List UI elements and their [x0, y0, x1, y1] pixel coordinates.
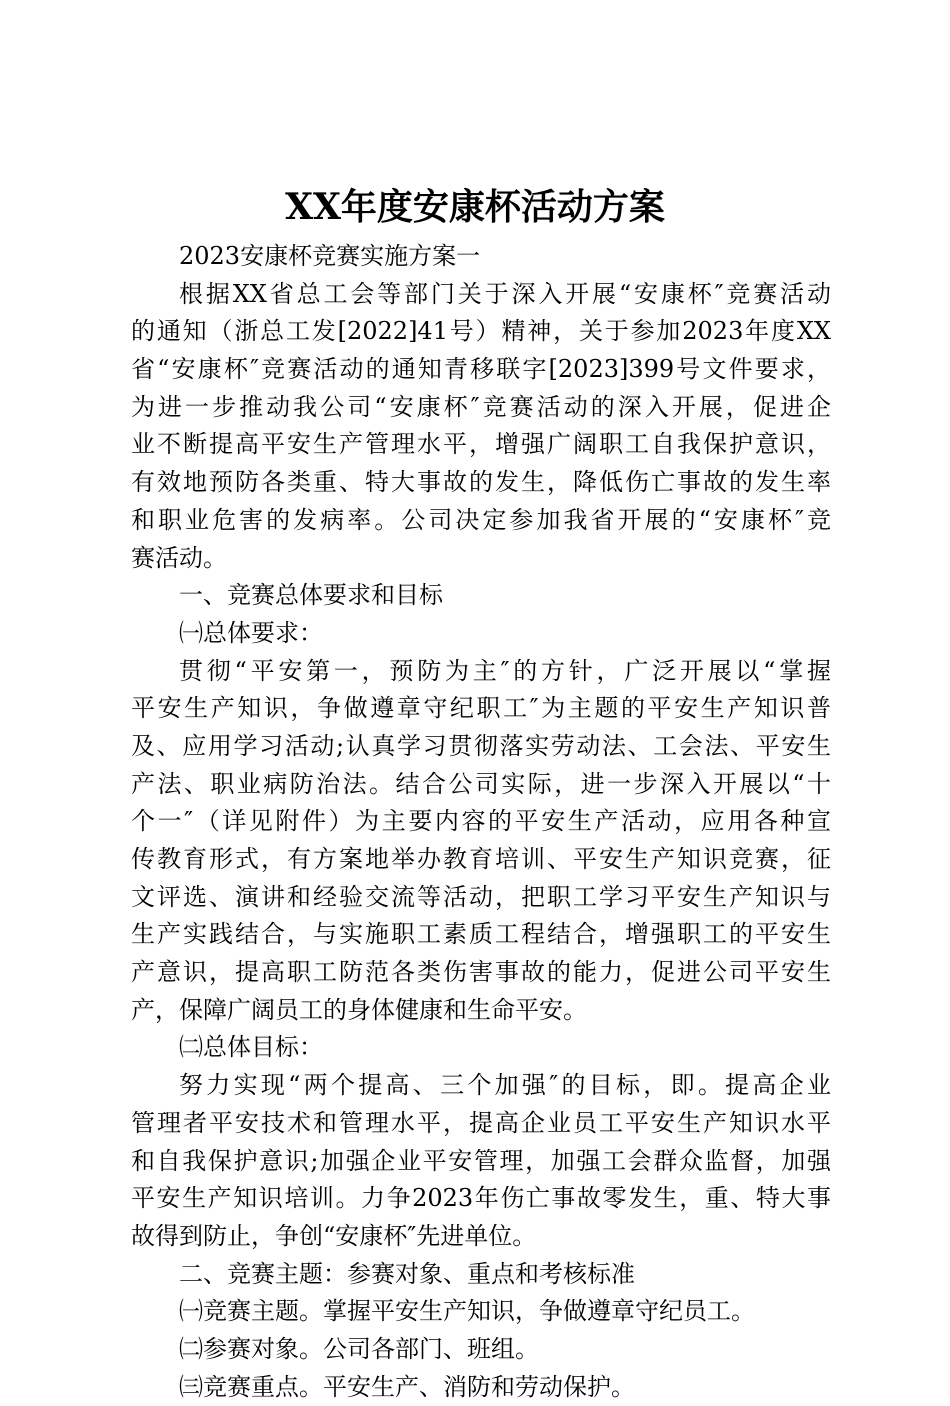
text-line: 平安生产知识培训。力争2023年伤亡事故零发生，重、特大事 [131, 1184, 831, 1213]
text-line: 产，保障广阔员工的身体健康和生命平安。 [131, 995, 587, 1024]
document-body [131, 238, 831, 1406]
text-line: 业不断提高平安生产管理水平，增强广阔职工自我保护意识， [131, 430, 831, 459]
text-line: 和自我保护意识;加强企业平安管理，加强工会群众监督，加强 [131, 1146, 831, 1175]
text-line: ㈡总体目标： [179, 1033, 323, 1062]
text-line: 生产实践结合，与实施职工素质工程结合，增强职工的平安生 [131, 920, 831, 949]
text-line: 故得到防止，争创“安康杯″先进单位。 [131, 1221, 537, 1250]
text-line: 个一″（详见附件）为主要内容的平安生产活动，应用各种宣 [131, 807, 831, 836]
text-line: 平安生产知识，争做遵章守纪职工″为主题的平安生产知识普 [131, 694, 831, 723]
text-line: 一、竞赛总体要求和目标 [179, 581, 443, 610]
text-line: 及、应用学习活动;认真学习贯彻落实劳动法、工会法、平安生 [131, 731, 831, 760]
text-line: 二、竞赛主题：参赛对象、重点和考核标准 [179, 1259, 635, 1288]
text-line: 有效地预防各类重、特大事故的发生，降低伤亡事故的发生率 [131, 468, 831, 497]
text-line: 2023安康杯竞赛实施方案一 [179, 242, 481, 270]
document-title: XX年度安康杯活动方案 [285, 186, 665, 228]
text-line: 为进一步推动我公司“安康杯″竞赛活动的深入开展，促进企 [131, 392, 831, 421]
text-line: ㈠总体要求： [179, 618, 323, 647]
text-line: 赛活动。 [131, 543, 227, 572]
text-line: 贯彻“平安第一，预防为主″的方针，广泛开展以“掌握 [179, 656, 831, 685]
text-line: 和职业危害的发病率。公司决定参加我省开展的“安康杯″竞 [131, 505, 831, 534]
text-line: ㈠竞赛主题。掌握平安生产知识，争做遵章守纪员工。 [179, 1297, 755, 1326]
text-line: 传教育形式，有方案地举办教育培训、平安生产知识竞赛，征 [131, 845, 831, 873]
text-line: 省“安康杯″竞赛活动的通知青移联字[2023]399号文件要求， [131, 355, 831, 384]
text-line: 产意识，提高职工防范各类伤害事故的能力，促进公司平安生 [131, 958, 831, 987]
text-line: ㈢竞赛重点。平安生产、消防和劳动保护。 [179, 1372, 635, 1401]
text-line: ㈡参赛对象。公司各部门、班组。 [179, 1334, 539, 1363]
text-line: 努力实现“两个提高、三个加强″的目标，即。提高企业 [179, 1071, 831, 1100]
text-line: 产法、职业病防治法。结合公司实际，进一步深入开展以“十 [131, 769, 831, 798]
text-line: 的通知（浙总工发[2022]41号）精神，关于参加2023年度XX [131, 317, 831, 346]
text-line: 文评选、演讲和经验交流等活动，把职工学习平安生产知识与 [131, 882, 831, 911]
text-line: 管理者平安技术和管理水平，提高企业员工平安生产知识水平 [131, 1108, 831, 1137]
text-line: 根据XX省总工会等部门关于深入开展“安康杯″竞赛活动 [179, 279, 831, 308]
